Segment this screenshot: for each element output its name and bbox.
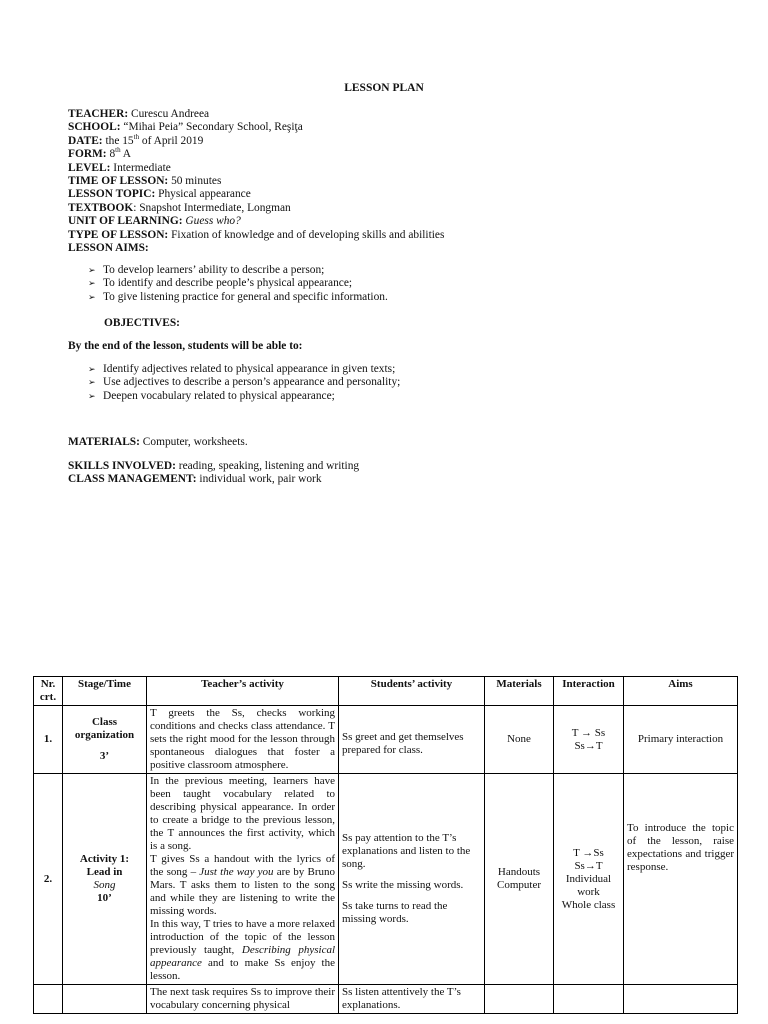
- textbook-label: TEXTBOOK: [68, 201, 134, 214]
- aim-item: [88, 291, 388, 304]
- lesson-table: [33, 676, 738, 1014]
- date-value-post: of April 2019: [139, 134, 204, 147]
- topic-title: Describing physical appearance: [150, 944, 336, 969]
- teacher-activity: [147, 774, 339, 985]
- topic-value: Physical appearance: [155, 188, 251, 201]
- materials-cell: [485, 985, 554, 1014]
- teacher-text: are by Bruno Mars. T asks them to listen to the song and while they are listening to write the missing words.: [150, 866, 335, 917]
- form-row: [68, 148, 444, 161]
- date-sup: th: [133, 133, 140, 142]
- students-line: Ss write the missing words.: [342, 879, 464, 891]
- type-row: [68, 229, 444, 242]
- material-item: Computer: [497, 879, 541, 891]
- aims-cell: [624, 985, 738, 1014]
- song-title: Just the way you: [199, 866, 274, 878]
- stage-cell: [63, 774, 147, 985]
- objectives-list: [88, 363, 400, 403]
- materials-value: Computer, worksheets.: [139, 436, 248, 448]
- level-label: LEVEL:: [68, 161, 111, 174]
- stage-title: Activity 1:: [79, 853, 130, 865]
- stage-subtitle: Lead in: [86, 866, 123, 878]
- teacher-paragraph: [150, 918, 335, 983]
- topic-label: LESSON TOPIC:: [68, 188, 156, 201]
- type-value: Fixation of knowledge and of developing skills and abilities: [168, 228, 445, 241]
- header-interaction: Interaction: [554, 677, 624, 706]
- arrow-bullet-icon: ➢: [88, 364, 96, 374]
- unit-value: Guess who?: [182, 215, 241, 228]
- skills-label: SKILLS INVOLVED:: [68, 460, 176, 472]
- stage-title: Class organization: [74, 716, 135, 741]
- table-header-row: [34, 677, 738, 706]
- unit-label: UNIT OF LEARNING:: [68, 215, 183, 228]
- header-aims: Aims: [624, 677, 738, 706]
- objective-item: [88, 390, 400, 403]
- aim-text: To identify and describe people’s physical appearance;: [103, 277, 353, 290]
- aim-text: To develop learners’ ability to describe a person;: [103, 264, 325, 276]
- teacher-text: T gives Ss a handout with the lyrics of the song –: [150, 853, 335, 878]
- row-number: 2.: [34, 774, 63, 985]
- lesson-info: [68, 108, 444, 255]
- arrow-bullet-icon: ➢: [88, 291, 96, 302]
- arrow-bullet-icon: ➢: [88, 377, 96, 388]
- school-value: “Mihai Peia” Secondary School, Reşiţa: [120, 121, 303, 134]
- textbook-row: [68, 202, 444, 215]
- school-row: [68, 121, 444, 134]
- arrow-bullet-icon: ➢: [88, 278, 96, 289]
- date-value-pre: the 15: [102, 134, 134, 147]
- interaction-line: Ss→T: [574, 739, 603, 752]
- students-line: Ss take turns to read the missing words.: [342, 900, 448, 925]
- teacher-activity: The next task requires Ss to improve their vocabulary concerning physical: [147, 985, 339, 1014]
- time-label: TIME OF LESSON:: [68, 175, 169, 188]
- aims-cell: To introduce the topic of the lesson, raise expectations and trigger response.: [624, 774, 738, 985]
- table-row: [34, 985, 738, 1014]
- interaction-cell: [554, 706, 624, 774]
- teacher-text: In this way, T tries to have a more relaxed introduction of the topic of the lesson previously taught,: [150, 918, 335, 956]
- teacher-value: Curescu Andreea: [128, 108, 210, 120]
- students-activity: [339, 774, 485, 985]
- time-value: 50 minutes: [168, 175, 222, 188]
- level-value: Intermediate: [110, 161, 171, 174]
- materials-row: [68, 436, 248, 448]
- skills-block: [68, 460, 359, 487]
- students-activity: Ss listen attentively the T’s explanations.: [339, 985, 485, 1014]
- interaction-line: T →Ss: [573, 846, 604, 859]
- teacher-paragraph: In the previous meeting, learners have been taught vocabulary related to describing physical appearance. In order to create a bridge to the previous lesson, the T announces the first activity, which is a song.: [150, 775, 335, 852]
- stage-italic: Song: [93, 879, 116, 891]
- stage-time: 10’: [97, 892, 112, 904]
- skills-value: reading, speaking, listening and writing: [175, 460, 360, 472]
- stage-cell: [63, 985, 147, 1014]
- objective-item: [88, 376, 400, 389]
- objective-text: Identify adjectives related to physical appearance in given texts;: [103, 363, 396, 375]
- aims-cell: Primary interaction: [624, 706, 738, 774]
- row-number: [34, 985, 63, 1014]
- aims-list: [88, 264, 388, 304]
- interaction-line: T → Ss: [571, 726, 606, 739]
- arrow-bullet-icon: ➢: [88, 390, 96, 401]
- level-row: [68, 162, 444, 175]
- aims-label: LESSON AIMS:: [68, 242, 149, 255]
- school-label: SCHOOL:: [68, 121, 121, 134]
- management-value: individual work, pair work: [196, 473, 322, 486]
- objective-item: [88, 363, 400, 376]
- objectives-intro: By the end of the lesson, students will be able to:: [68, 340, 303, 352]
- row-number: 1.: [34, 706, 63, 774]
- form-value-pre: 8: [106, 148, 116, 161]
- header-materials: Materials: [485, 677, 554, 706]
- header-teacher: Teacher’s activity: [147, 677, 339, 706]
- form-label: FORM:: [68, 148, 107, 161]
- textbook-value: : Snapshot Intermediate, Longman: [133, 201, 291, 214]
- header-students: Students’ activity: [339, 677, 485, 706]
- date-row: [68, 135, 444, 148]
- aim-item: [88, 277, 388, 290]
- table-row: [34, 706, 738, 774]
- teacher-row: [68, 108, 444, 121]
- document-title: LESSON PLAN: [344, 82, 424, 94]
- header-stage: Stage/Time: [63, 677, 147, 706]
- students-activity: Ss greet and get themselves prepared for class.: [339, 706, 485, 774]
- skills-row: [68, 460, 359, 473]
- stage-time: 3’: [99, 750, 110, 762]
- interaction-line: Individual work: [565, 872, 612, 898]
- objectives-heading: OBJECTIVES:: [104, 317, 180, 329]
- type-label: TYPE OF LESSON:: [68, 228, 169, 241]
- materials-cell: None: [485, 706, 554, 774]
- arrow-bullet-icon: ➢: [88, 265, 96, 275]
- teacher-label: TEACHER:: [68, 108, 129, 120]
- date-label: DATE:: [68, 134, 103, 147]
- materials-cell: [485, 774, 554, 985]
- stage-cell: [63, 706, 147, 774]
- form-value-post: A: [120, 148, 132, 161]
- management-row: [68, 473, 359, 486]
- management-label: CLASS MANAGEMENT:: [68, 473, 197, 486]
- time-row: [68, 175, 444, 188]
- objective-text: Deepen vocabulary related to physical appearance;: [103, 389, 335, 402]
- interaction-line: Ss→T: [574, 859, 603, 872]
- table-row: [34, 774, 738, 985]
- interaction-line: Whole class: [561, 898, 616, 911]
- header-nr: Nr. crt.: [34, 677, 63, 706]
- unit-row: [68, 215, 444, 228]
- form-sup: th: [115, 146, 121, 155]
- material-item: Handouts: [497, 866, 541, 878]
- students-line: Ss pay attention to the T’s explanations and listen to the song.: [342, 832, 471, 870]
- aim-item: [88, 264, 388, 277]
- topic-row: [68, 188, 444, 201]
- teacher-text: and to make Ss enjoy the lesson.: [150, 957, 335, 982]
- materials-label: MATERIALS:: [68, 436, 140, 448]
- aims-row: [68, 242, 444, 255]
- teacher-paragraph: [150, 853, 335, 918]
- teacher-activity: T greets the Ss, checks working conditions and checks class attendance. T sets the right mood for the lesson through spontaneous dialogues that foster a positive classroom atmosphere.: [147, 706, 339, 774]
- objective-text: Use adjectives to describe a person’s appearance and personality;: [103, 376, 401, 389]
- aim-text: To give listening practice for general and specific information.: [103, 290, 388, 303]
- interaction-cell: [554, 985, 624, 1014]
- interaction-cell: [554, 774, 624, 985]
